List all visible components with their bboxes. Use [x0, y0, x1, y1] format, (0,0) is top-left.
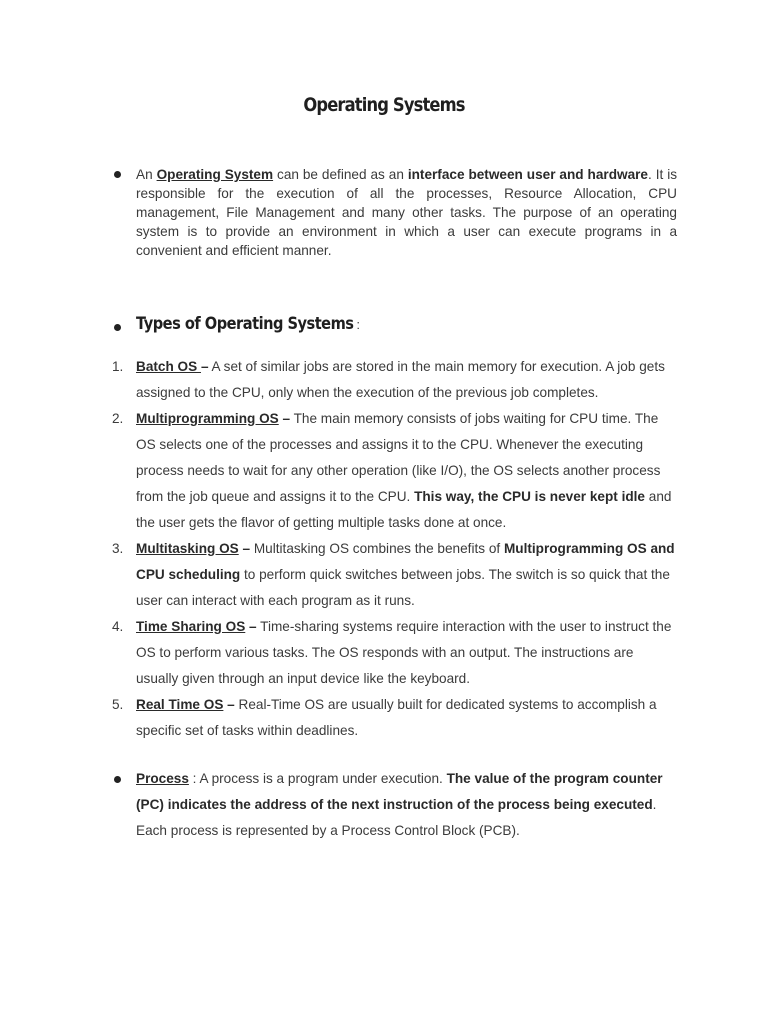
- list-item-dash: –: [200, 359, 209, 374]
- types-heading-colon: :: [353, 317, 360, 332]
- list-item-dash: –: [278, 411, 291, 426]
- intro-bold: interface between user and hardware: [407, 167, 648, 182]
- intro-mid: can be defined as an: [273, 167, 408, 182]
- list-item-text: [136, 614, 676, 692]
- list-item-term: Batch OS: [136, 359, 201, 374]
- list-item: [0, 692, 768, 744]
- list-item-dash: –: [245, 619, 257, 634]
- list-item: [0, 614, 768, 692]
- process-paragraph: [136, 766, 676, 844]
- intro-rest: . It is responsible for the execution of all the processes, Resource Allocation, CPU management, File Management and many other tasks. The purpose of an operating system is to provide an environment in which a user can execute programs in a convenient and efficient manner.: [136, 167, 678, 258]
- list-number: 1.: [112, 359, 124, 374]
- bullet-dot: [114, 324, 121, 331]
- list-number: 4.: [112, 619, 124, 634]
- process-rest: . Each process is represented by a Process Control Block (PCB).: [136, 797, 657, 838]
- list-item-text: [136, 406, 676, 536]
- process-term: Process: [136, 771, 189, 786]
- list-number: 5.: [112, 697, 124, 712]
- list-item-dash: –: [223, 697, 235, 712]
- list-item-body: Real-Time OS are usually built for dedicated systems to accomplish a specific set of tasks within deadlines.: [136, 697, 657, 738]
- list-item-body: The main memory consists of jobs waiting for CPU time. The OS selects one of the processes and assigns it to the CPU. Whenever the executing process needs to wait for any other operation (like I/O), the OS selects another process from the job queue and assigns it to the CPU.: [136, 411, 661, 504]
- list-item-body: Multitasking OS combines the benefits of: [250, 541, 504, 556]
- list-item-term: Multitasking OS: [136, 541, 239, 556]
- page-title: Operating Systems: [303, 94, 465, 116]
- list-item-term: Multiprogramming OS: [136, 411, 279, 426]
- list-item-term: Real Time OS: [136, 697, 224, 712]
- list-item-body-after: and the user gets the flavor of getting multiple tasks done at once.: [136, 489, 672, 530]
- list-item-text: [136, 692, 676, 744]
- list-item-bold: This way, the CPU is never kept idle: [414, 489, 645, 504]
- list-item: [0, 536, 768, 614]
- types-list: [0, 354, 768, 744]
- list-item-dash: –: [238, 541, 251, 556]
- intro-prefix: An: [136, 167, 157, 182]
- bullet-dot: [114, 171, 121, 178]
- list-number: 3.: [112, 541, 124, 556]
- list-number: 2.: [112, 411, 124, 426]
- list-item-text: [136, 354, 676, 406]
- process-mid: : A process is a program under execution.: [188, 771, 447, 786]
- list-item-body: Time-sharing systems require interaction with the user to instruct the OS to perform various tasks. The OS responds with an output. The instructions are usually given through an input device like the keyboard.: [136, 619, 672, 686]
- types-heading-label: Types of Operating Systems: [136, 314, 354, 334]
- types-heading: [136, 314, 360, 334]
- list-item-body-after: to perform quick switches between jobs. The switch is so quick that the user can interact with each program as it runs.: [136, 567, 670, 608]
- list-item-bold: Multiprogramming OS and CPU scheduling: [136, 541, 675, 582]
- intro-term: Operating System: [156, 167, 274, 182]
- list-item-text: [136, 536, 676, 614]
- list-item-term: Time Sharing OS: [136, 619, 246, 634]
- intro-paragraph: [136, 165, 677, 260]
- list-item: [0, 406, 768, 536]
- bullet-dot: [114, 776, 121, 783]
- process-bold: The value of the program counter (PC) indicates the address of the next instruction of the process being executed: [136, 771, 663, 812]
- list-item-body: A set of similar jobs are stored in the main memory for execution. A job gets assigned to the CPU, only when the execution of the previous job completes.: [136, 359, 665, 400]
- list-item: [0, 354, 768, 406]
